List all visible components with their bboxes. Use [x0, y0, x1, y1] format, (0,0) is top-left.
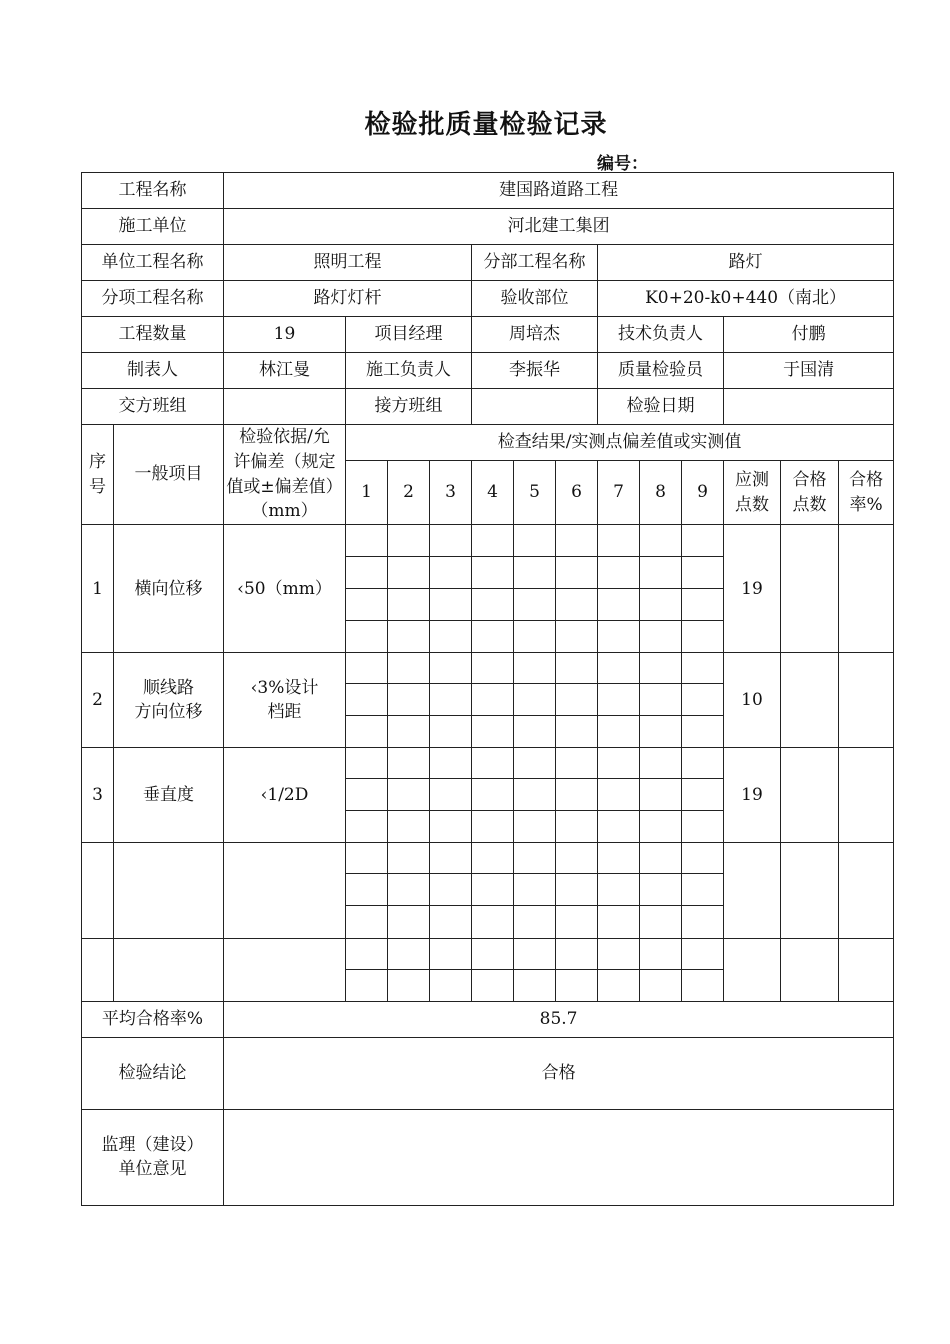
- measure-cell: [556, 621, 598, 653]
- measure-cell: [472, 684, 514, 716]
- measure-cell: [472, 653, 514, 684]
- point-header: 7: [598, 461, 640, 525]
- measure-cell: [514, 589, 556, 621]
- measure-cell: [640, 621, 682, 653]
- measure-cell: [430, 779, 472, 811]
- measure-cell: [514, 653, 556, 684]
- measure-cell: [472, 779, 514, 811]
- inspection-record-table: [81, 172, 894, 1206]
- measure-cell: [388, 906, 430, 938]
- measure-cell: [640, 938, 682, 969]
- measure-cell: [598, 621, 640, 653]
- item-basis: ‹3%设计 档距: [224, 653, 346, 748]
- measure-cell: [640, 843, 682, 874]
- construction-lead-label: 施工负责人: [346, 353, 472, 389]
- item-name: [114, 843, 224, 938]
- measure-cell: [430, 684, 472, 716]
- measure-cell: [640, 589, 682, 621]
- measure-cell: [598, 748, 640, 779]
- measure-cell: [640, 684, 682, 716]
- measure-cell: [430, 906, 472, 938]
- technical-lead-value: 付鹏: [724, 317, 894, 353]
- item-pass-rate: [839, 653, 894, 748]
- measure-cell: [472, 525, 514, 557]
- should-count-header: 应测 点数: [724, 461, 781, 525]
- measure-cell: [598, 716, 640, 748]
- measure-cell: [556, 589, 598, 621]
- measure-cell: [388, 621, 430, 653]
- measure-cell: [430, 811, 472, 843]
- item-pass-rate: [839, 748, 894, 843]
- item-name: 垂直度: [114, 748, 224, 843]
- measure-cell: [682, 779, 724, 811]
- measure-cell: [472, 938, 514, 969]
- measure-cell: [598, 557, 640, 589]
- measure-cell: [346, 557, 388, 589]
- quantity-label: 工程数量: [82, 317, 224, 353]
- measure-cell: [682, 748, 724, 779]
- measure-cell: [598, 843, 640, 874]
- measure-cell: [640, 969, 682, 1001]
- measure-cell: [598, 525, 640, 557]
- conclusion-label: 检验结论: [82, 1037, 224, 1109]
- measure-cell: [346, 811, 388, 843]
- unit-project-label: 单位工程名称: [82, 245, 224, 281]
- preparer-label: 制表人: [82, 353, 224, 389]
- point-header: 4: [472, 461, 514, 525]
- contractor-label: 施工单位: [82, 209, 224, 245]
- item-should-count: 19: [724, 525, 781, 653]
- handover-team-value: [224, 389, 346, 425]
- item-name: 横向位移: [114, 525, 224, 653]
- subitem-value: 路灯灯杆: [224, 281, 472, 317]
- acceptance-part-value: K0+20-k0+440（南北）: [598, 281, 894, 317]
- project-name-label: 工程名称: [82, 173, 224, 209]
- item-basis: [224, 938, 346, 1001]
- measure-cell: [472, 906, 514, 938]
- measure-cell: [514, 525, 556, 557]
- receiver-team-value: [472, 389, 598, 425]
- measure-cell: [682, 906, 724, 938]
- measure-cell: [430, 748, 472, 779]
- measure-cell: [472, 969, 514, 1001]
- acceptance-part-label: 验收部位: [472, 281, 598, 317]
- measure-cell: [598, 874, 640, 906]
- measure-cell: [556, 779, 598, 811]
- measure-cell: [346, 716, 388, 748]
- measure-cell: [388, 874, 430, 906]
- measure-cell: [640, 874, 682, 906]
- measure-cell: [514, 684, 556, 716]
- seq-header: 序 号: [82, 425, 114, 525]
- measure-cell: [346, 525, 388, 557]
- measure-cell: [514, 843, 556, 874]
- measure-cell: [640, 716, 682, 748]
- measure-cell: [598, 938, 640, 969]
- measure-cell: [388, 525, 430, 557]
- division-label: 分部工程名称: [472, 245, 598, 281]
- measure-cell: [388, 938, 430, 969]
- measure-cell: [388, 589, 430, 621]
- measure-cell: [640, 811, 682, 843]
- inspection-date-label: 检验日期: [598, 389, 724, 425]
- measure-cell: [430, 525, 472, 557]
- record-code-label: 编号：: [597, 154, 648, 174]
- measure-cell: [388, 748, 430, 779]
- item-pass-count: [781, 525, 839, 653]
- measure-cell: [640, 906, 682, 938]
- measure-cell: [472, 874, 514, 906]
- item-seq: [82, 938, 114, 1001]
- item-pass-rate: [839, 525, 894, 653]
- unit-project-value: 照明工程: [224, 245, 472, 281]
- basis-header: 检验依据/允 许偏差（规定 值或±偏差值） （mm）: [224, 425, 346, 525]
- measure-cell: [556, 843, 598, 874]
- measure-cell: [388, 811, 430, 843]
- measure-cell: [514, 906, 556, 938]
- measure-cell: [346, 684, 388, 716]
- item-should-count: 10: [724, 653, 781, 748]
- measure-cell: [556, 938, 598, 969]
- measure-cell: [346, 653, 388, 684]
- pass-count-header: 合格 点数: [781, 461, 839, 525]
- measure-cell: [514, 557, 556, 589]
- measure-cell: [682, 557, 724, 589]
- measure-cell: [514, 938, 556, 969]
- point-header: 6: [556, 461, 598, 525]
- measure-cell: [682, 684, 724, 716]
- average-pass-rate-value: 85.7: [224, 1001, 894, 1037]
- measure-cell: [346, 589, 388, 621]
- measure-cell: [514, 621, 556, 653]
- measure-cell: [640, 557, 682, 589]
- average-pass-rate-label: 平均合格率%: [82, 1001, 224, 1037]
- point-header: 5: [514, 461, 556, 525]
- measure-cell: [514, 969, 556, 1001]
- measure-cell: [598, 653, 640, 684]
- measure-cell: [346, 843, 388, 874]
- measure-cell: [556, 969, 598, 1001]
- measure-cell: [682, 716, 724, 748]
- measure-cell: [388, 779, 430, 811]
- item-pass-count: [781, 938, 839, 1001]
- measure-cell: [682, 621, 724, 653]
- item-should-count: [724, 843, 781, 938]
- measure-cell: [472, 843, 514, 874]
- measure-cell: [514, 874, 556, 906]
- item-pass-count: [781, 748, 839, 843]
- pass-rate-header: 合格 率%: [839, 461, 894, 525]
- measure-cell: [682, 938, 724, 969]
- measure-cell: [514, 811, 556, 843]
- measure-cell: [682, 653, 724, 684]
- measure-cell: [346, 748, 388, 779]
- measure-cell: [346, 779, 388, 811]
- point-header: 1: [346, 461, 388, 525]
- item-pass-rate: [839, 938, 894, 1001]
- measure-cell: [556, 748, 598, 779]
- measure-cell: [556, 811, 598, 843]
- measure-cell: [682, 589, 724, 621]
- contractor-value: 河北建工集团: [224, 209, 894, 245]
- measure-cell: [472, 589, 514, 621]
- construction-lead-value: 李振华: [472, 353, 598, 389]
- quantity-value: 19: [224, 317, 346, 353]
- measure-cell: [472, 621, 514, 653]
- item-pass-count: [781, 843, 839, 938]
- supervisor-opinion-label: 监理（建设） 单位意见: [82, 1109, 224, 1205]
- measure-cell: [472, 716, 514, 748]
- item-seq: 2: [82, 653, 114, 748]
- division-value: 路灯: [598, 245, 894, 281]
- measure-cell: [430, 653, 472, 684]
- item-pass-rate: [839, 843, 894, 938]
- measure-cell: [472, 811, 514, 843]
- measure-cell: [682, 969, 724, 1001]
- measure-cell: [472, 748, 514, 779]
- technical-lead-label: 技术负责人: [598, 317, 724, 353]
- measure-cell: [388, 684, 430, 716]
- item-seq: 1: [82, 525, 114, 653]
- point-header: 3: [430, 461, 472, 525]
- measure-cell: [388, 716, 430, 748]
- measure-cell: [430, 874, 472, 906]
- inspection-date-value: [724, 389, 894, 425]
- measure-cell: [556, 525, 598, 557]
- measure-cell: [640, 653, 682, 684]
- measure-cell: [640, 748, 682, 779]
- measure-cell: [682, 811, 724, 843]
- measure-cell: [682, 525, 724, 557]
- measure-cell: [388, 557, 430, 589]
- measure-cell: [514, 748, 556, 779]
- measure-cell: [556, 716, 598, 748]
- measure-cell: [598, 684, 640, 716]
- project-manager-label: 项目经理: [346, 317, 472, 353]
- results-header: 检查结果/实测点偏差值或实测值: [346, 425, 894, 461]
- measure-cell: [556, 684, 598, 716]
- measure-cell: [682, 843, 724, 874]
- point-header: 8: [640, 461, 682, 525]
- quality-inspector-label: 质量检验员: [598, 353, 724, 389]
- measure-cell: [598, 969, 640, 1001]
- item-basis: ‹1/2D: [224, 748, 346, 843]
- point-header: 2: [388, 461, 430, 525]
- measure-cell: [388, 843, 430, 874]
- document-title: 检验批质量检验记录: [364, 110, 608, 140]
- item-pass-count: [781, 653, 839, 748]
- supervisor-opinion-value: [224, 1109, 894, 1205]
- subitem-label: 分项工程名称: [82, 281, 224, 317]
- measure-cell: [556, 653, 598, 684]
- measure-cell: [598, 779, 640, 811]
- item-seq: [82, 843, 114, 938]
- measure-cell: [640, 779, 682, 811]
- measure-cell: [430, 969, 472, 1001]
- measure-cell: [430, 589, 472, 621]
- measure-cell: [556, 874, 598, 906]
- measure-cell: [514, 716, 556, 748]
- item-seq: 3: [82, 748, 114, 843]
- item-should-count: 19: [724, 748, 781, 843]
- measure-cell: [472, 557, 514, 589]
- project-name-value: 建国路道路工程: [224, 173, 894, 209]
- preparer-value: 林江曼: [224, 353, 346, 389]
- handover-team-label: 交方班组: [82, 389, 224, 425]
- measure-cell: [346, 938, 388, 969]
- measure-cell: [430, 621, 472, 653]
- measure-cell: [346, 874, 388, 906]
- measure-cell: [430, 938, 472, 969]
- measure-cell: [346, 906, 388, 938]
- measure-cell: [640, 525, 682, 557]
- measure-cell: [388, 653, 430, 684]
- measure-cell: [430, 716, 472, 748]
- quality-inspector-value: 于国清: [724, 353, 894, 389]
- measure-cell: [388, 969, 430, 1001]
- project-manager-value: 周培杰: [472, 317, 598, 353]
- measure-cell: [430, 557, 472, 589]
- receiver-team-label: 接方班组: [346, 389, 472, 425]
- measure-cell: [514, 779, 556, 811]
- item-basis: ‹50（mm）: [224, 525, 346, 653]
- item-name: 顺线路 方向位移: [114, 653, 224, 748]
- item-should-count: [724, 938, 781, 1001]
- measure-cell: [598, 589, 640, 621]
- measure-cell: [346, 969, 388, 1001]
- measure-cell: [556, 557, 598, 589]
- point-header: 9: [682, 461, 724, 525]
- item-name: [114, 938, 224, 1001]
- measure-cell: [598, 906, 640, 938]
- measure-cell: [682, 874, 724, 906]
- measure-cell: [346, 621, 388, 653]
- measure-cell: [430, 843, 472, 874]
- conclusion-value: 合格: [224, 1037, 894, 1109]
- item-header: 一般项目: [114, 425, 224, 525]
- measure-cell: [598, 811, 640, 843]
- measure-cell: [556, 906, 598, 938]
- item-basis: [224, 843, 346, 938]
